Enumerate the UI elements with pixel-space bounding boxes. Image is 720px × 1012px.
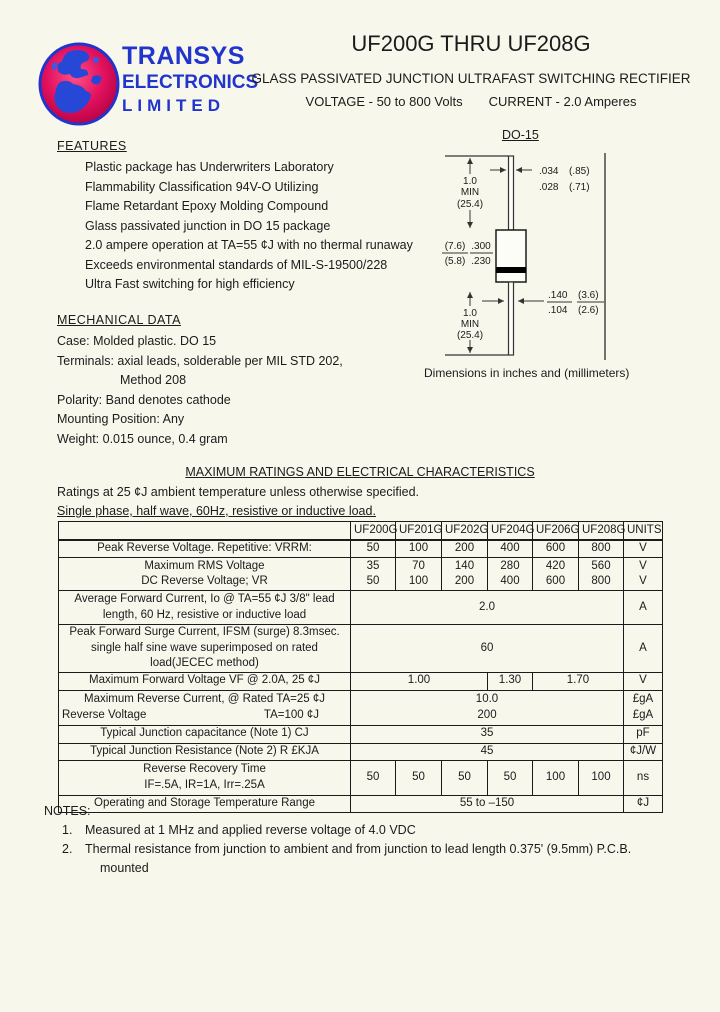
cell-value: 100	[396, 540, 442, 558]
cell-value: 400	[488, 540, 533, 558]
cell-value: 50	[442, 760, 488, 795]
package-outline-diagram	[420, 148, 710, 363]
note1-text: Measured at 1 MHz and applied reverse voltage of 4.0 VDC	[85, 823, 416, 837]
cell-unit: ns	[624, 760, 663, 795]
table-row-max-forward-voltage	[59, 672, 663, 690]
cell-value: 800	[579, 540, 624, 558]
row-label: Peak Forward Surge Current, IFSM (surge) 8.3msec. single half sine wave superimposed on rated load(JECEC method)	[59, 625, 351, 673]
col-header-uf204g: UF204G	[488, 522, 533, 541]
lead-dia-in-max: .034	[539, 166, 559, 177]
top-lead-length-min: MIN	[460, 187, 480, 198]
cell-unit: A	[624, 591, 663, 625]
bottom-lead-length-value: 1.0	[463, 308, 477, 319]
bottom-lead-length-min: MIN	[460, 319, 480, 330]
mech-line-weight: Weight: 0.015 ounce, 0.4 gram	[57, 431, 228, 446]
body-len-mm-min: (5.8)	[444, 256, 466, 267]
body-dia-in-min: .104	[548, 305, 568, 316]
top-lead-length-value: 1.0	[463, 176, 477, 187]
mech-line-terminals: Terminals: axial leads, solderable per MIL STD 202,	[57, 353, 343, 368]
diagram-caption: Dimensions in inches and (millimeters)	[424, 366, 630, 380]
ratings-section-title: MAXIMUM RATINGS AND ELECTRICAL CHARACTERISTICS	[185, 465, 535, 479]
col-header-uf200g: UF200G	[351, 522, 396, 541]
table-row-max-reverse-current	[59, 690, 663, 725]
cell-value: 280 400	[488, 558, 533, 591]
feature-item: Ultra Fast switching for high efficiency	[85, 277, 295, 291]
logo-line-electronics: ELECTRONICS	[122, 72, 259, 93]
cell-value: 140 200	[442, 558, 488, 591]
mechanical-data-list	[57, 332, 343, 449]
col-header-uf201g: UF201G	[396, 522, 442, 541]
logo-line-limited: LIMITED	[122, 96, 225, 115]
feature-item: Flammability Classification 94V-O Utilizing	[85, 179, 319, 194]
cell-value: 50	[351, 760, 396, 795]
ratings-condition-line2: Single phase, half wave, 60Hz, resistive or inductive load.	[57, 504, 376, 518]
mech-line-mounting: Mounting Position: Any	[57, 412, 185, 426]
note2-text: Thermal resistance from junction to ambient and from junction to lead length 0.375' (9.5mm) P.C.B.	[85, 842, 632, 856]
cell-value-span: 35	[351, 725, 624, 743]
table-row-average-forward-current	[59, 591, 663, 625]
note2-continuation: mounted	[100, 861, 149, 875]
mech-line-case: Case: Molded plastic. DO 15	[57, 334, 217, 348]
cell-unit: £gA £gA	[624, 690, 663, 725]
row-label: Average Forward Current, Io @ TA=55 ¢J 3/8" lead length, 60 Hz, resistive or inductive load	[59, 591, 351, 625]
cell-value-span: 1.00	[351, 672, 488, 690]
diode-body	[496, 230, 526, 282]
cell-value: 200	[442, 540, 488, 558]
cell-value: 1.30	[488, 672, 533, 690]
features-list	[85, 158, 413, 295]
logo-line-transys: TRANSYS	[122, 42, 245, 70]
lead-dia-mm-max: (.85)	[569, 166, 590, 177]
top-lead-length-mm: (25.4)	[456, 199, 484, 210]
table-row-peak-forward-surge-current	[59, 625, 663, 673]
voltage-current-line	[236, 94, 706, 109]
body-dia-mm-min: (2.6)	[578, 305, 599, 316]
row-label-line2: DC Reverse Voltage; VR	[141, 575, 268, 587]
logo-text	[122, 42, 259, 115]
row-label	[59, 558, 351, 591]
body-len-mm-max: (7.6)	[444, 241, 466, 252]
cell-unit: ¢J/W	[624, 743, 663, 760]
feature-item: Glass passivated junction in DO 15 package	[85, 218, 331, 233]
feature-item: Exceeds environmental standards of MIL-S-19500/228	[85, 257, 388, 272]
cell-unit: V	[624, 672, 663, 690]
table-row-junction-resistance	[59, 743, 663, 760]
table-row-rms-and-dc-reverse-voltage	[59, 558, 663, 591]
cell-unit: A	[624, 625, 663, 673]
body-dia-in-max: .140	[548, 290, 568, 301]
row-label: Reverse Recovery Time IF=.5A, IR=1A, Irr=.25A	[59, 760, 351, 795]
cell-value-span: 55 to –150	[351, 795, 624, 812]
cell-value-span: 1.70	[533, 672, 624, 690]
body-len-in-max: .300	[471, 241, 491, 252]
body-dia-mm-max: (3.6)	[578, 290, 599, 301]
row-label: Typical Junction Resistance (Note 2) R £KJA	[59, 743, 351, 760]
top-lead	[509, 156, 514, 230]
col-header-uf202g: UF202G	[442, 522, 488, 541]
cell-value-span: 45	[351, 743, 624, 760]
cell-value: 70 100	[396, 558, 442, 591]
cell-value: 50	[351, 540, 396, 558]
cathode-band	[496, 267, 526, 273]
globe-logo-icon	[38, 42, 120, 126]
table-row-peak-reverse-voltage	[59, 540, 663, 558]
row-label: Maximum Forward Voltage VF @ 2.0A, 25 ¢J	[59, 672, 351, 690]
cell-value: 420 600	[533, 558, 579, 591]
cell-value: 600	[533, 540, 579, 558]
features-heading: FEATURES	[57, 139, 127, 153]
cell-value: 100	[579, 760, 624, 795]
cell-unit: V V	[624, 558, 663, 591]
mechanical-data-heading: MECHANICAL DATA	[57, 313, 181, 327]
cell-value-span: 2.0	[351, 591, 624, 625]
table-row-junction-capacitance	[59, 725, 663, 743]
page-subtitle: GLASS PASSIVATED JUNCTION ULTRAFAST SWITCHING RECTIFIER	[251, 71, 691, 86]
feature-item: Flame Retardant Epoxy Molding Compound	[85, 199, 329, 213]
note2-number: 2.	[62, 842, 73, 856]
row-label: Peak Reverse Voltage. Repetitive: VRRM:	[59, 540, 351, 558]
cell-value-span: 10.0 200	[351, 690, 624, 725]
table-header-row	[59, 522, 663, 541]
lead-dia-mm-min: (.71)	[569, 182, 590, 193]
cell-unit: V	[624, 540, 663, 558]
ratings-condition-line1: Ratings at 25 ¢J ambient temperature unless otherwise specified.	[57, 485, 419, 499]
table-row-operating-temperature	[59, 795, 663, 812]
feature-item: 2.0 ampere operation at TA=55 ¢J with no thermal runaway	[85, 238, 413, 252]
note1-number: 1.	[62, 823, 73, 837]
row-label-line1: Maximum RMS Voltage	[144, 559, 265, 572]
page-title: UF200G THRU UF208G	[351, 31, 591, 56]
feature-item: Plastic package has Underwriters Laboratory	[85, 160, 334, 174]
header-empty-cell	[59, 522, 351, 541]
bottom-lead	[509, 282, 514, 355]
notes-heading: NOTES:	[44, 804, 91, 818]
col-header-uf208g: UF208G	[579, 522, 624, 541]
current-rating: CURRENT - 2.0 Amperes	[488, 94, 637, 109]
col-header-units: UNITS	[624, 522, 663, 541]
company-logo	[38, 42, 259, 128]
cell-unit: ¢J	[624, 795, 663, 812]
voltage-rating: VOLTAGE - 50 to 800 Volts	[305, 94, 463, 109]
cell-value-span: 60	[351, 625, 624, 673]
bottom-lead-length-mm: (25.4)	[456, 330, 484, 341]
mech-line-polarity: Polarity: Band denotes cathode	[57, 392, 231, 407]
cell-value: 50	[488, 760, 533, 795]
lead-dia-in-min: .028	[539, 182, 559, 193]
table-row-reverse-recovery-time	[59, 760, 663, 795]
mech-line-method: Method 208	[120, 373, 187, 387]
cell-value: 560 800	[579, 558, 624, 591]
cell-value: 50	[396, 760, 442, 795]
cell-value: 35 50	[351, 558, 396, 591]
row-label: Operating and Storage Temperature Range	[59, 795, 351, 812]
cell-unit: pF	[624, 725, 663, 743]
body-len-in-min: .230	[471, 256, 491, 267]
row-label: Maximum Reverse Current, @ Rated TA=25 ¢J Reverse Voltage TA=100 ¢J	[59, 690, 351, 725]
col-header-uf206g: UF206G	[533, 522, 579, 541]
package-title: DO-15	[502, 128, 539, 142]
cell-value: 100	[533, 760, 579, 795]
row-label: Typical Junction capacitance (Note 1) CJ	[59, 725, 351, 743]
ratings-table	[58, 521, 663, 813]
